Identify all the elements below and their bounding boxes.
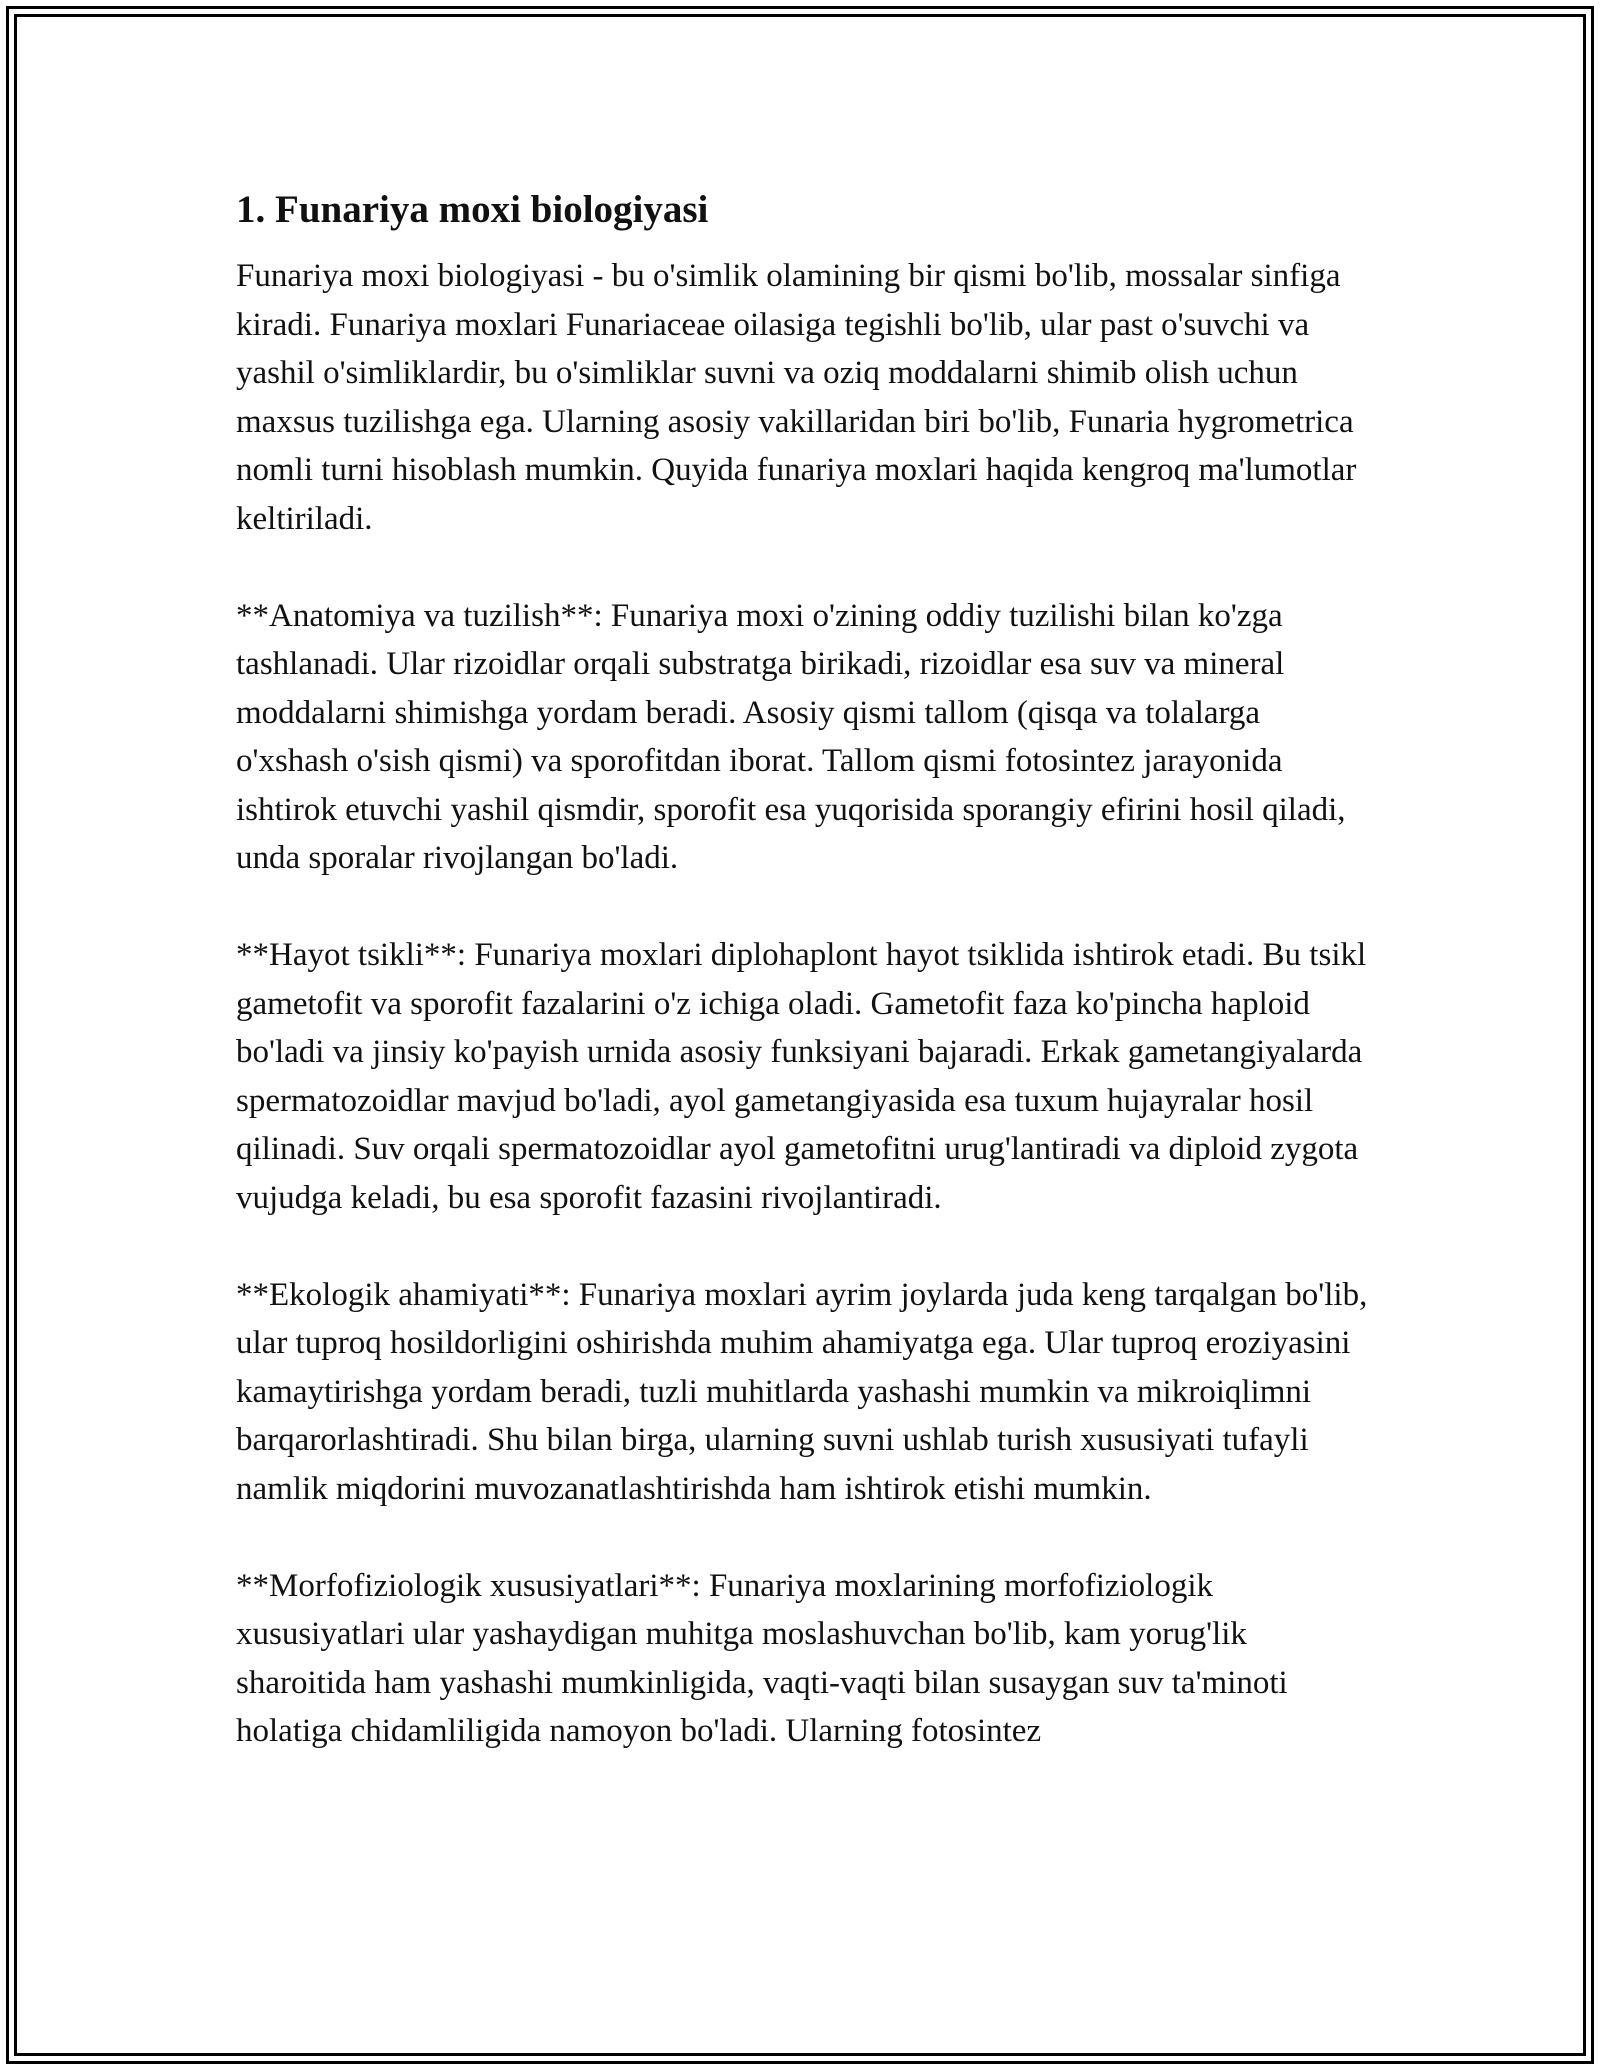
paragraph-intro: Funariya moxi biologiyasi - bu o'simlik olamining bir qismi bo'lib, mossalar sinfiga kiradi. Funariya moxlari Funariaceae oilasiga tegishli bo'lib, ular past o'suvchi va yashil o'simliklardir, bu o'simliklar suvni va oziq moddalarni shimib olish uchun maxsus tuzilishga ega. Ularning asosiy vakillaridan biri bo'lib, Funaria hygrometrica nomli turni hisoblash mumkin. Quyida funariya moxlari haqida kengroq ma'lumotlar keltiriladi. xyxy=(236,258,1357,537)
paragraph-ecology: **Ekologik ahamiyati**: Funariya moxlari ayrim joylarda juda keng tarqalgan bo'lib, ular tuproq hosildorligini oshirishda muhim ahamiyatga ega. Ular tuproq eroziyasini kamaytirishga yordam beradi, tuzli muhitlarda yashashi mumkin va mikroiqlimni barqarorlashtiradi. Shu bilan birga, ularning suvni ushlab turish xususiyati tufayli namlik miqdorini muvozanatlashtirishda ham ishtirok etishi mumkin. xyxy=(236,1276,1368,1507)
page-title: 1. Funariya moxi biologiyasi xyxy=(236,188,709,231)
document-body xyxy=(236,186,1376,1804)
paragraph-life-cycle: **Hayot tsikli**: Funariya moxlari diplohaplont hayot tsiklida ishtirok etadi. Bu tsikl gametofit va sporofit fazalarini o'z ichiga oladi. Gametofit faza ko'pincha haploid bo'ladi va jinsiy ko'payish urnida asosiy funksiyani bajaradi. Erkak gametangiyalarda spermatozoidlar mavjud bo'ladi, ayol gametangiyasida esa tuxum hujayralar hosil qilinadi. Suv orqali spermatozoidlar ayol gametofitni urug'lantiradi va diploid zygota vujudga keladi, bu esa sporofit fazasini rivojlantiradi. xyxy=(236,937,1367,1216)
paragraph-morphophysiology: **Morfofiziologik xususiyatlari**: Funariya moxlarining morfofiziologik xususiyatlari ular yashaydigan muhitga moslashuvchan bo'lib, kam yorug'lik sharoitida ham yashashi mumkinligida, vaqti-vaqti bilan susaygan suv ta'minoti holatiga chidamliligida namoyon bo'ladi. Ularning fotosintez xyxy=(236,1567,1288,1749)
paragraph-anatomy: **Anatomiya va tuzilish**: Funariya moxi o'zining oddiy tuzilishi bilan ko'zga tashlanadi. Ular rizoidlar orqali substratga birikadi, rizoidlar esa suv va mineral moddalarni shimishga yordam beradi. Asosiy qismi tallom (qisqa va tolalarga o'xshash o'sish qismi) va sporofitdan iborat. Tallom qismi fotosintez jarayonida ishtirok etuvchi yashil qismdir, sporofit esa yuqorisida sporangiy efirini hosil qiladi, unda sporalar rivojlangan bo'ladi. xyxy=(236,597,1346,876)
